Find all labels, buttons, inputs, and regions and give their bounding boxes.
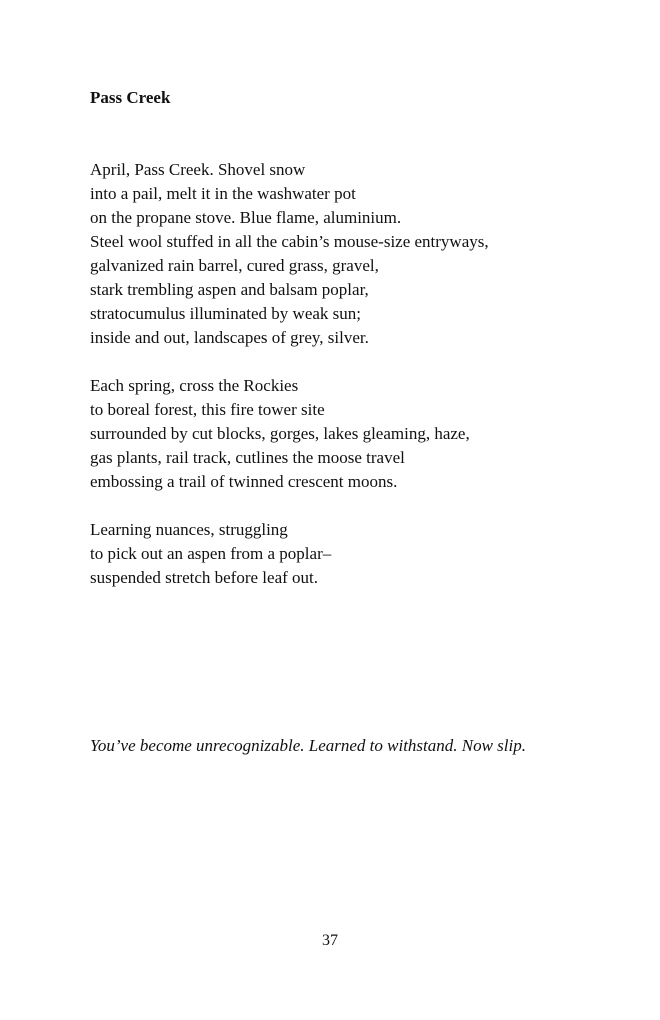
poem-title: Pass Creek: [90, 88, 171, 107]
closing-italic-line: You’ve become unrecognizable. Learned to withstand. Now slip.: [90, 736, 526, 755]
poem-body: [90, 158, 610, 614]
poem-line: to pick out an aspen from a poplar–: [90, 544, 332, 563]
poem-line: stark trembling aspen and balsam poplar,: [90, 280, 369, 299]
stanza-2: [90, 374, 610, 494]
page-number: 37: [322, 932, 338, 949]
stanza-3: [90, 518, 610, 590]
poem-line: Learning nuances, struggling: [90, 520, 288, 539]
poem-line: gas plants, rail track, cutlines the moose travel: [90, 448, 405, 467]
stanza-1: [90, 158, 610, 350]
poem-line: surrounded by cut blocks, gorges, lakes gleaming, haze,: [90, 424, 470, 443]
poem-line: inside and out, landscapes of grey, silver.: [90, 328, 369, 347]
poem-line: stratocumulus illuminated by weak sun;: [90, 304, 362, 323]
poem-line: galvanized rain barrel, cured grass, gravel,: [90, 256, 379, 275]
poem-line: to boreal forest, this fire tower site: [90, 400, 325, 419]
poem-line: into a pail, melt it in the washwater pot: [90, 184, 356, 203]
poem-line: embossing a trail of twinned crescent moons.: [90, 472, 398, 491]
poem-line: April, Pass Creek. Shovel snow: [90, 160, 306, 179]
poem-line: Each spring, cross the Rockies: [90, 376, 299, 395]
poem-line: Steel wool stuffed in all the cabin’s mouse-size entryways,: [90, 232, 489, 251]
poem-line: suspended stretch before leaf out.: [90, 568, 318, 587]
poem-line: on the propane stove. Blue flame, aluminium.: [90, 208, 402, 227]
